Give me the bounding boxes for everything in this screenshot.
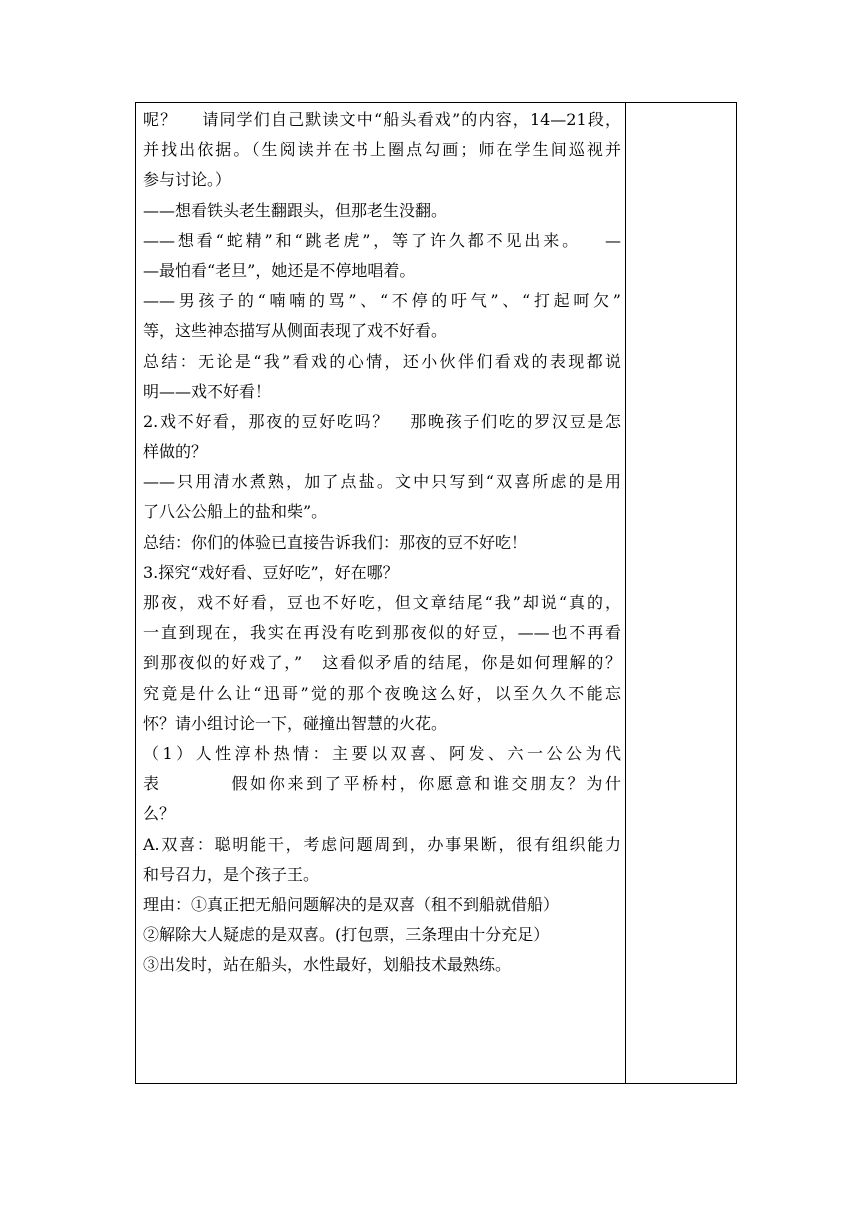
text-line: ——男孩子的“喃喃的骂”、“不停的吁气”、“打起呵欠”: [143, 291, 621, 311]
text-line: A.双喜：聪明能干，考虑问题周到，办事果断，很有组织能力: [143, 834, 621, 854]
text-line: ——想看“蛇精”和“跳老虎”，等了许久都不见出来。 —: [143, 230, 621, 250]
notes-cell: [626, 103, 736, 1083]
text-line: ——只用清水煮熟，加了点盐。文中只写到“双喜所虑的是用: [143, 472, 621, 492]
text-line: —最怕看“老旦”，她还是不停地唱着。: [143, 260, 416, 280]
text-line: 等，这些神态描写从侧面表现了戏不好看。: [143, 321, 448, 341]
text-line: 究竟是什么让“迅哥”觉的那个夜晚这么好，以至久久不能忘: [143, 683, 621, 703]
text-line: 参与讨论。）: [143, 170, 232, 190]
text-line: 2.戏不好看，那夜的豆好吃吗？ 那晚孩子们吃的罗汉豆是怎: [143, 411, 621, 431]
text-line: 呢？ 请同学们自己默读文中“船头看戏”的内容，14—21段，: [143, 110, 621, 129]
text-line: 怀？请小组讨论一下，碰撞出智慧的火花。: [143, 713, 448, 733]
text-line: ②解除大人疑虑的是双喜。(打包票，三条理由十分充足）: [143, 925, 550, 945]
text-line: 样做的？: [143, 442, 208, 462]
text-line: 那夜，戏不好看，豆也不好吃，但文章结尾“我”却说“真的，: [143, 593, 621, 612]
text-line: 并找出依据。（生阅读并在书上圈点勾画；师在学生间巡视并: [143, 140, 621, 160]
text-line: 3.探究“戏好看、豆好吃”，好在哪？: [143, 562, 399, 582]
text-line: 到那夜似的好戏了，” 这看似矛盾的结尾，你是如何理解的？: [143, 653, 621, 673]
text-line: 一直到现在，我实在再没有吃到那夜似的好豆，——也不再看: [143, 623, 621, 643]
lesson-table: [135, 102, 737, 1084]
text-line: 表 假如你来到了平桥村，你愿意和谁交朋友？为什: [143, 774, 621, 794]
text-line: 明——戏不好看！: [143, 381, 272, 401]
text-line: 了八公公船上的盐和柴”。: [143, 502, 328, 522]
text-line: 理由：①真正把无船问题解决的是双喜（租不到船就借船）: [143, 894, 560, 914]
text-line: 和号召力，是个孩子王。: [143, 864, 320, 884]
text-line: ——想看铁头老生翻跟头，但那老生没翻。: [143, 200, 448, 220]
text-line: ③出发时，站在船头，水性最好，划船技术最熟练。: [143, 955, 512, 975]
text-line: （1）人性淳朴热情：主要以双喜、阿发、六一公公为代: [143, 743, 621, 763]
text-line: 总结：无论是“我”看戏的心情，还小伙伴们看戏的表现都说: [143, 351, 621, 371]
lesson-content-cell: [143, 105, 621, 980]
text-line: 么？: [143, 804, 176, 824]
text-line: 总结：你们的体验已直接告诉我们：那夜的豆不好吃！: [143, 532, 528, 552]
